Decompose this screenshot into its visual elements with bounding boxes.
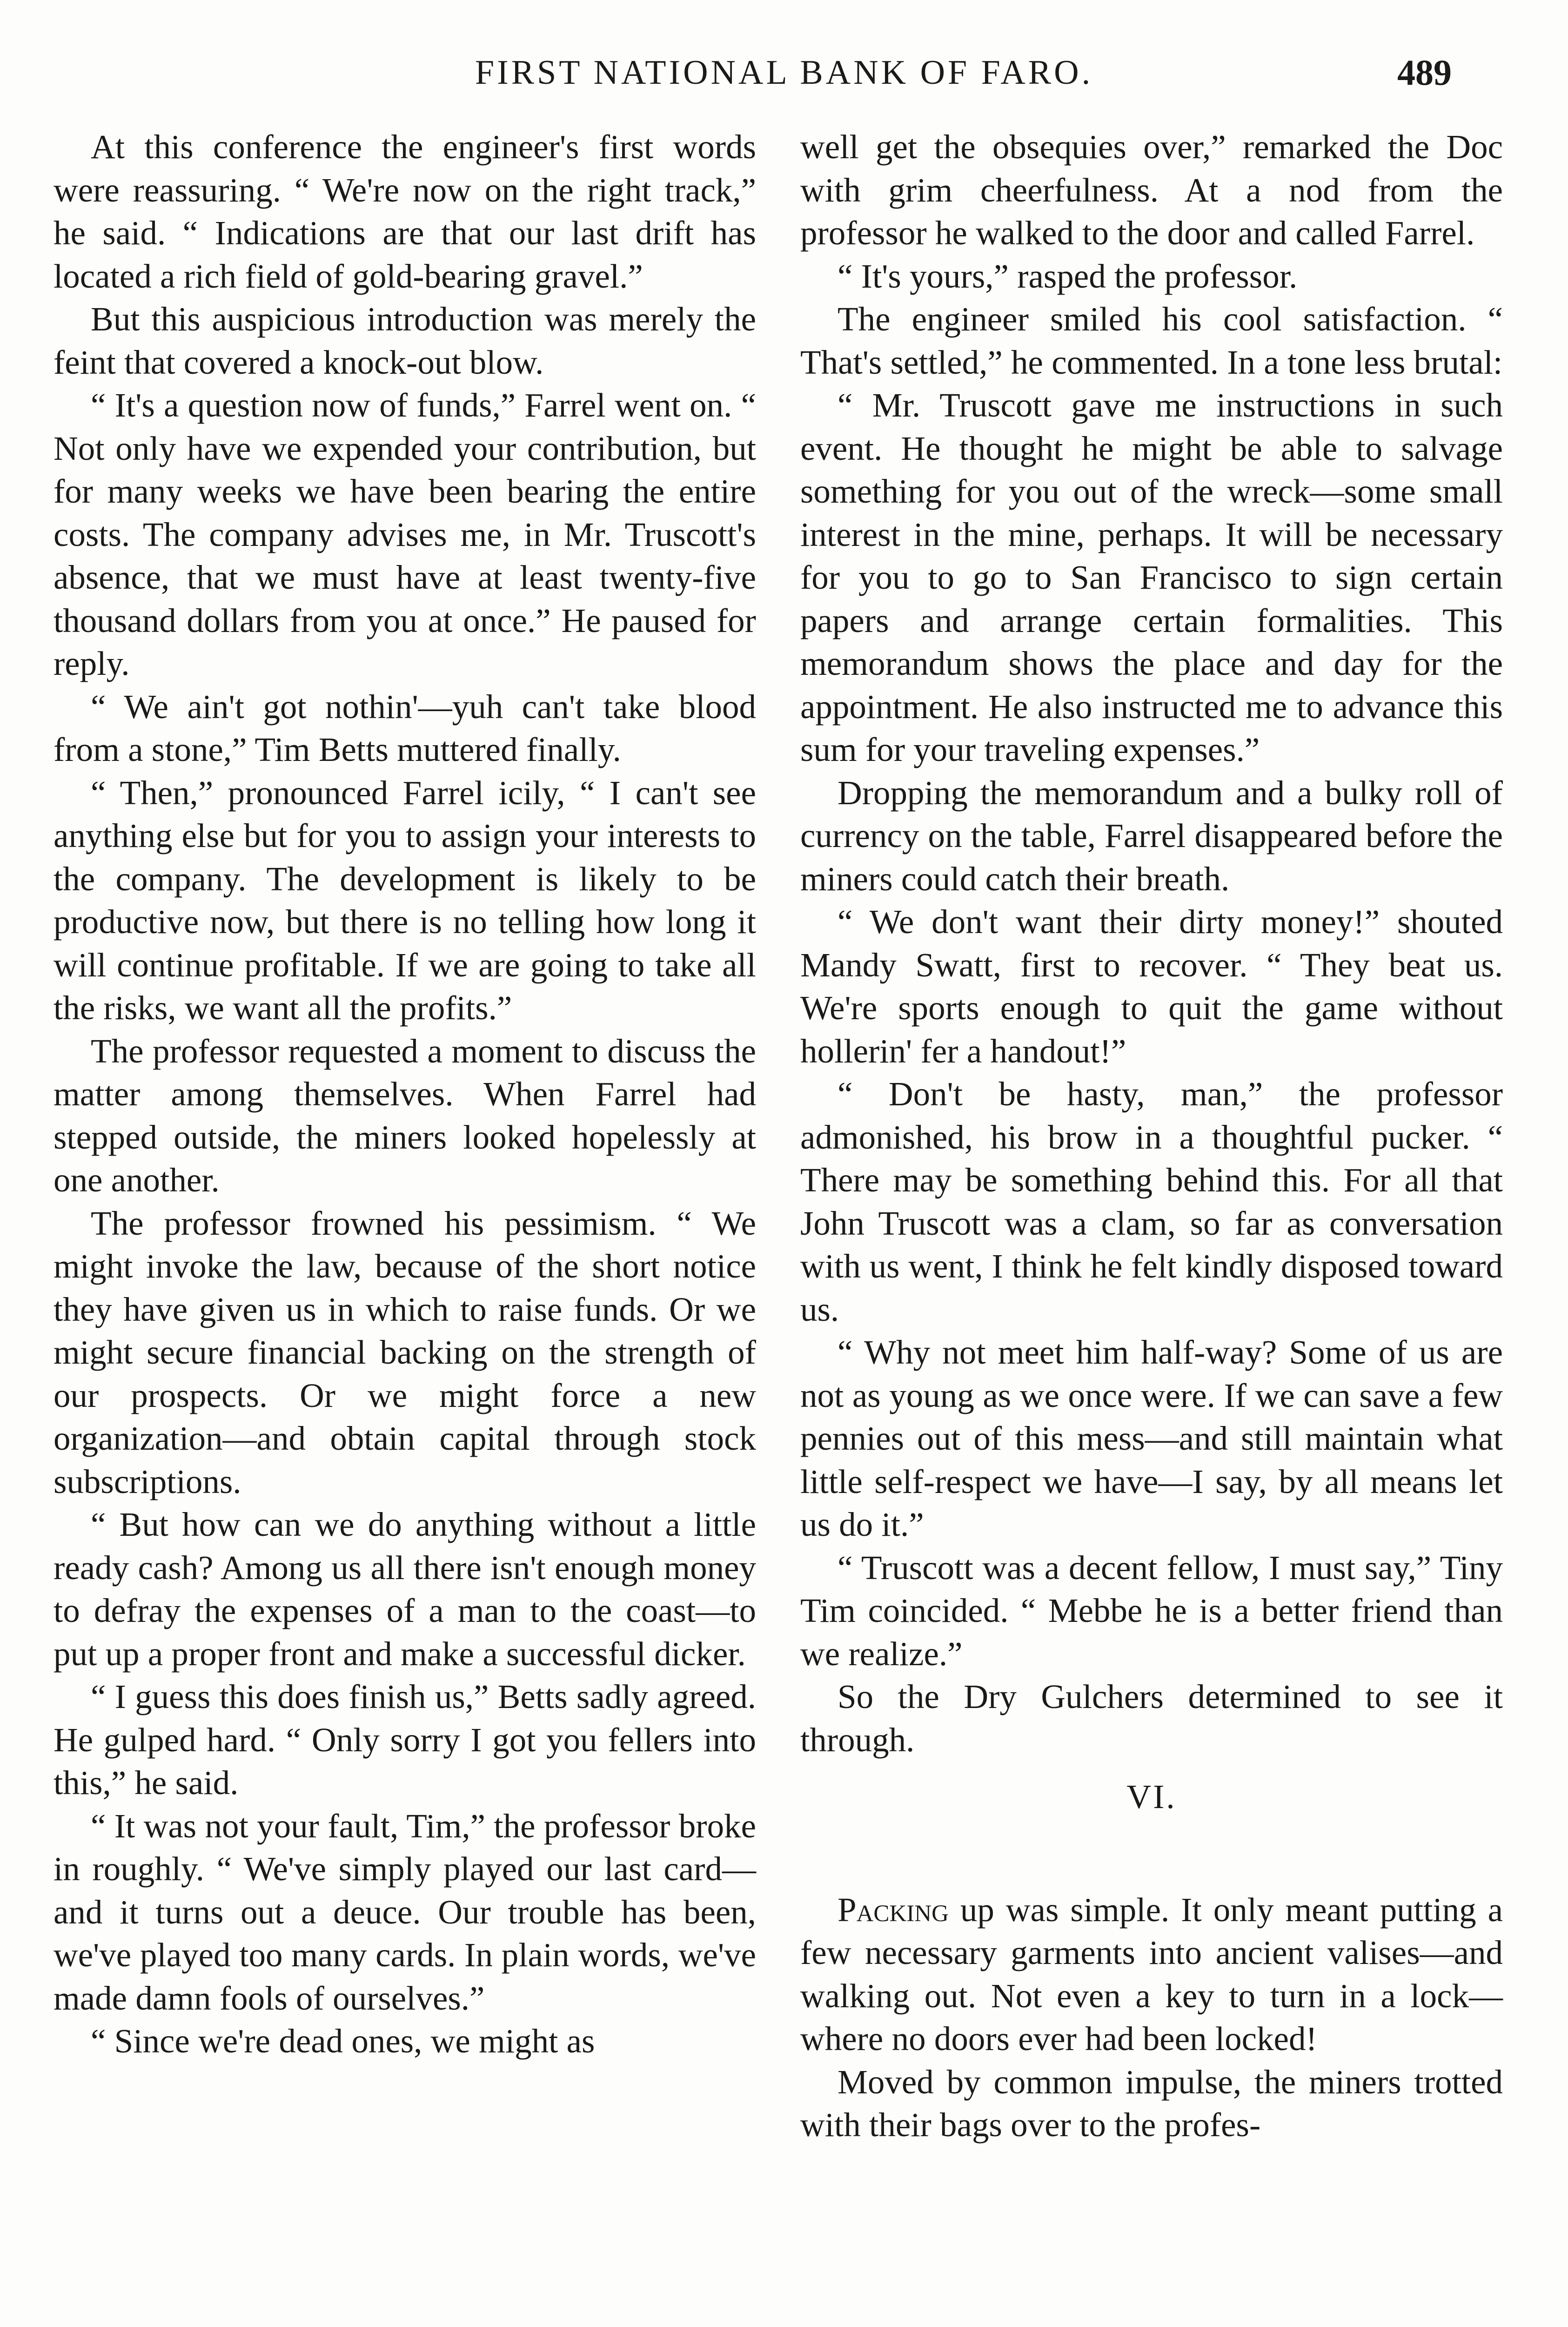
paragraph: “ Mr. Truscott gave me instructions in such event. He thought he might be able to salvage something for you out of the wreck—some small interest in the mine, perhaps. It will be necessary for you to go to San Francisco to sign certain papers and arrange certain formalities. This memorandum shows the place and day for the appointment. He also instructed me to advance this sum for your traveling expenses.” (800, 386, 1503, 768)
paragraph: “ Then,” pronounced Farrel icily, “ I can't see anything else but for you to assign your interests to the company. The development is likely to be productive now, but there is no telling how long it will continue profitable. If we are going to take all the risks, we want all the profits.” (54, 773, 756, 1027)
paragraph: So the Dry Gulchers determined to see it through. (800, 1678, 1503, 1759)
paragraph: Moved by common impulse, the miners trotted with their bags over to the profes- (800, 2063, 1503, 2144)
paragraph: At this conference the engineer's first words were reassuring. “ We're now on the right track,” he said. “ Indications are that our last drift has located a rich field of gold-bearing gravel.” (54, 128, 756, 295)
section-opening-text: up was simple. It only meant putting a few necessary garments into ancient valises—and walking out. Not even a key to turn in a lock—where no doors ever had been locked! (800, 1890, 1503, 2058)
continued-paragraph: well get the obsequies over,” remarked the Doc with grim cheerfulness. At a nod from the professor he walked to the door and called Farrel. (800, 128, 1503, 252)
paragraph: The professor frowned his pessimism. “ We might invoke the law, because of the short notice they have given us in which to raise funds. Or we might secure financial backing on the strength of our prospects. Or we might force a new organization—and obtain capital through stock subscriptions. (54, 1204, 756, 1500)
paragraph: “ It was not your fault, Tim,” the professor broke in roughly. “ We've simply played our last card—and it turns out a deuce. Our trouble has been, we've played too many cards. In plain words, we've made damn fools of ourselves.” (54, 1807, 756, 2017)
paragraph: “ But how can we do anything without a little ready cash? Among us all there isn't enough money to defray the expenses of a man to the coast—to put up a proper front and make a successful dicker. (54, 1506, 756, 1673)
paragraph: “ It's a question now of funds,” Farrel went on. “ Not only have we expended your contribution, but for many weeks we have been bearing the entire costs. The company advises me, in Mr. Truscott's absence, that we must have at least twenty-five thousand dollars from you at once.” He paused for reply. (54, 386, 756, 682)
section-lead-word: Packing (838, 1890, 949, 1929)
paragraph: Dropping the memorandum and a bulky roll of currency on the table, Farrel disappeared before the miners could catch their breath. (800, 773, 1503, 898)
section-opening-paragraph (800, 1889, 1503, 2061)
paragraph: “ We don't want their dirty money!” shouted Mandy Swatt, first to recover. “ They beat us. We're sports enough to quit the game without hollerin' fer a handout!” (800, 903, 1503, 1070)
paragraph: “ Don't be hasty, man,” the professor admonished, his brow in a thoughtful pucker. “ There may be something behind this. For all that John Truscott was a clam, so far as conversation with us went, I think he felt kindly disposed toward us. (800, 1075, 1503, 1328)
section-number: VI. (1126, 1778, 1177, 1816)
paragraph: The engineer smiled his cool satisfaction. “ That's settled,” he commented. In a tone less brutal: (800, 300, 1503, 381)
paragraph: “ We ain't got nothin'—yuh can't take blood from a stone,” Tim Betts muttered finally. (54, 687, 756, 768)
paragraph: “ Why not meet him half-way? Some of us are not as young as we once were. If we can save a few pennies out of this mess—and still maintain what little self-respect we have—I say, by all means let us do it.” (800, 1333, 1503, 1543)
paragraph: “ Since we're dead ones, we might as (91, 2022, 595, 2060)
running-title: FIRST NATIONAL BANK OF FARO. (475, 54, 1093, 92)
left-column (54, 126, 756, 2063)
paragraph: “ It's yours,” rasped the professor. (838, 257, 1298, 295)
page-header (51, 45, 1517, 101)
paragraph: “ I guess this does finish us,” Betts sadly agreed. He gulped hard. “ Only sorry I got you fellers into this,” he said. (54, 1678, 756, 1802)
page-number: 489 (1397, 52, 1452, 93)
paragraph: But this auspicious introduction was merely the feint that covered a knock-out blow. (54, 300, 756, 381)
paragraph: “ Truscott was a decent fellow, I must say,” Tiny Tim coincided. “ Mebbe he is a better friend than we realize.” (800, 1548, 1503, 1673)
right-column (800, 126, 1503, 2147)
paragraph: The professor requested a moment to discuss the matter among themselves. When Farrel had stepped outside, the miners looked hopelessly at one another. (54, 1032, 756, 1199)
